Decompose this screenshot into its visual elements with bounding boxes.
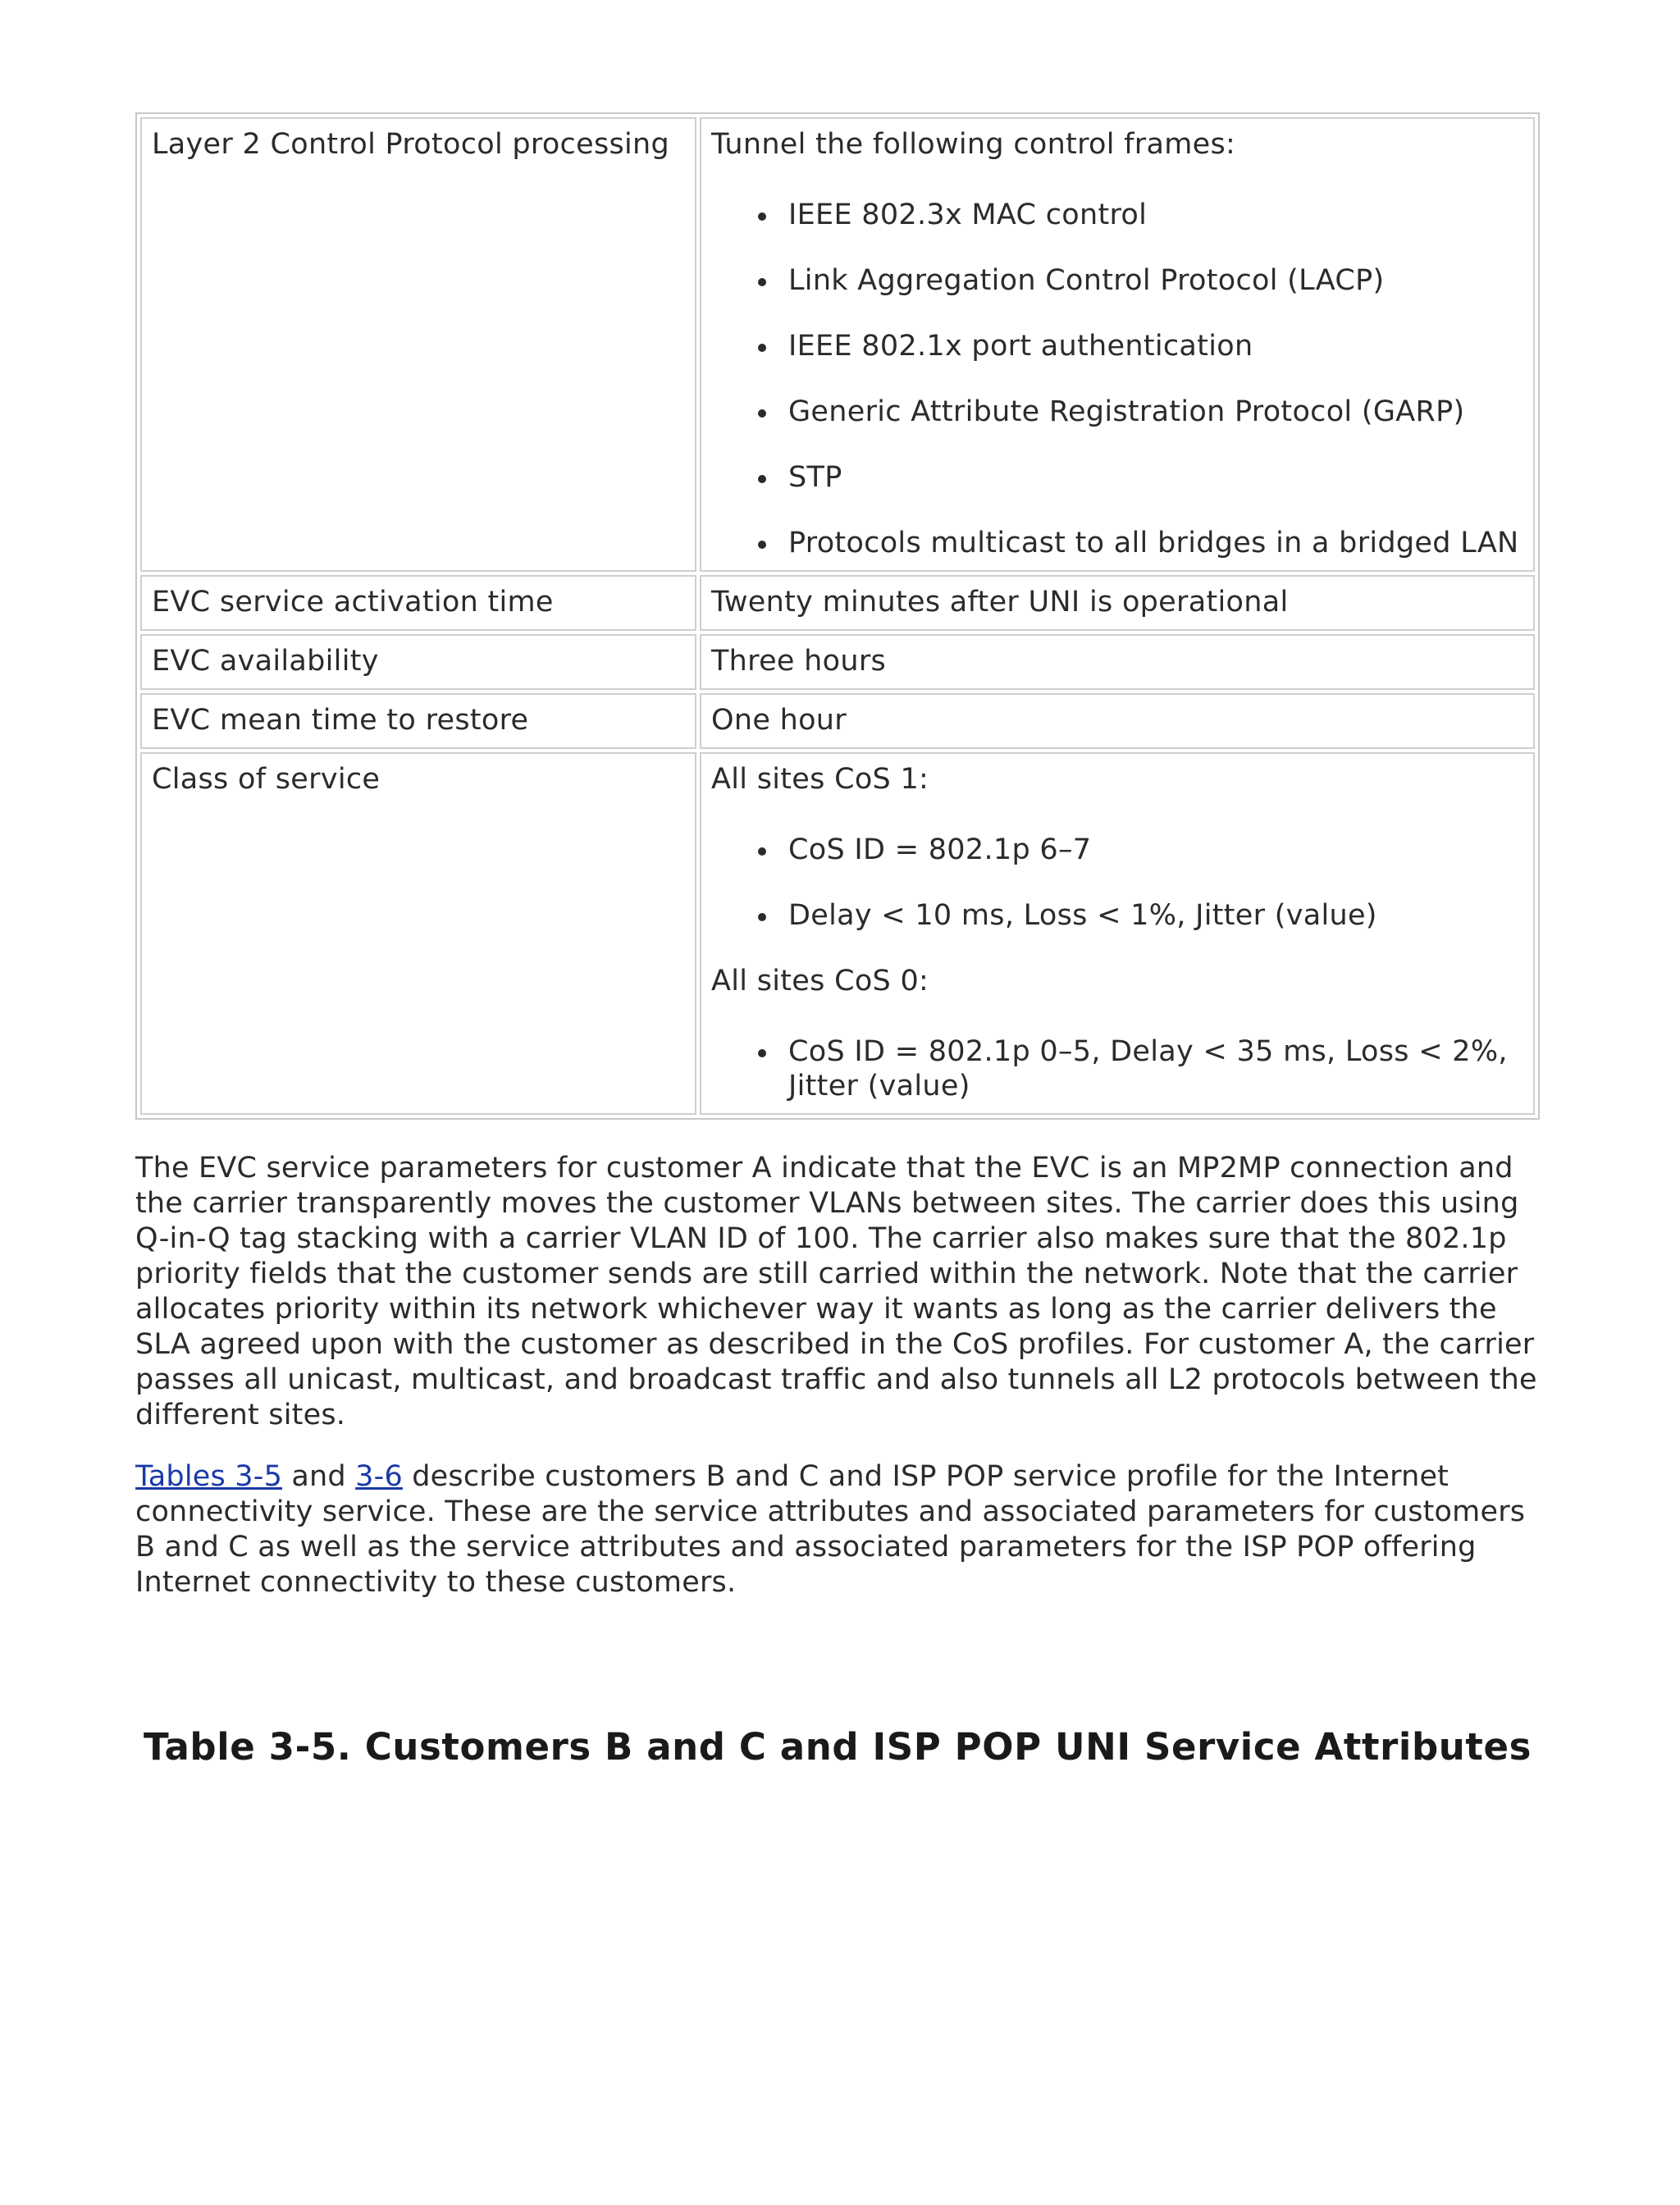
table-row: [140, 117, 1535, 572]
row-label: Layer 2 Control Protocol processing: [140, 117, 696, 572]
cos1-intro: All sites CoS 1:: [711, 763, 929, 796]
bullet-list: [711, 1034, 1523, 1103]
body-paragraph: [135, 1459, 1540, 1600]
body-paragraph: The EVC service parameters for customer A indicate that the EVC is an MP2MP connection and the carrier transparently moves the customer VLANs between sites. The carrier does this using Q-in-Q tag stacking with a carrier VLAN ID of 100. The carrier also makes sure that the 802.1p priority fields that the customer sends are still carried within the network. Note that the carrier allocates priority within its network whichever way it wants as long as the carrier delivers the SLA agreed upon with the customer as described in the CoS profiles. For customer A, the carrier passes all unicast, multicast, and broadcast traffic and also tunnels all L2 protocols between the different sites.: [135, 1152, 1537, 1431]
list-item: CoS ID = 802.1p 6–7: [788, 833, 1523, 867]
list-item: IEEE 802.3x MAC control: [788, 198, 1523, 232]
inline-text: and: [282, 1460, 356, 1493]
row-label: Class of service: [140, 752, 696, 1115]
bullet-list: [711, 198, 1523, 560]
table-row: [140, 634, 1535, 690]
list-item: STP: [788, 460, 1523, 495]
table-row: [140, 575, 1535, 631]
row-value: [700, 117, 1535, 572]
list-item: Delay < 10 ms, Loss < 1%, Jitter (value): [788, 898, 1523, 933]
list-item: Link Aggregation Control Protocol (LACP): [788, 263, 1523, 298]
service-attributes-table: [135, 112, 1540, 1120]
bullet-list: [711, 833, 1523, 933]
inline-text: describe customers B and C and ISP POP service profile for the Internet connectivity service. These are the service attributes and associated parameters for customers B and C as well as the service attributes and associated parameters for the ISP POP offering Internet connectivity to these customers.: [135, 1460, 1526, 1599]
page-content: [135, 112, 1540, 1769]
table-row: [140, 693, 1535, 749]
row-label: EVC mean time to restore: [140, 693, 696, 749]
list-item: Protocols multicast to all bridges in a bridged LAN: [788, 526, 1523, 560]
row-label: EVC service activation time: [140, 575, 696, 631]
row-value: Three hours: [700, 634, 1535, 690]
row-value: [700, 752, 1535, 1115]
table-caption: Table 3-5. Customers B and C and ISP POP UNI Service Attributes: [143, 1725, 1532, 1769]
list-item: Generic Attribute Registration Protocol (GARP): [788, 395, 1523, 429]
row-value: One hour: [700, 693, 1535, 749]
cell-intro: Tunnel the following control frames:: [711, 128, 1236, 161]
table-row: [140, 752, 1535, 1115]
list-item: IEEE 802.1x port authentication: [788, 329, 1523, 363]
row-label: EVC availability: [140, 634, 696, 690]
tables-3-5-link[interactable]: Tables 3-5: [135, 1460, 283, 1493]
row-value: Twenty minutes after UNI is operational: [700, 575, 1535, 631]
list-item: CoS ID = 802.1p 0–5, Delay < 35 ms, Loss < 2%, Jitter (value): [788, 1034, 1523, 1103]
cos0-intro: All sites CoS 0:: [711, 965, 929, 998]
table-3-6-link[interactable]: 3-6: [355, 1460, 403, 1493]
